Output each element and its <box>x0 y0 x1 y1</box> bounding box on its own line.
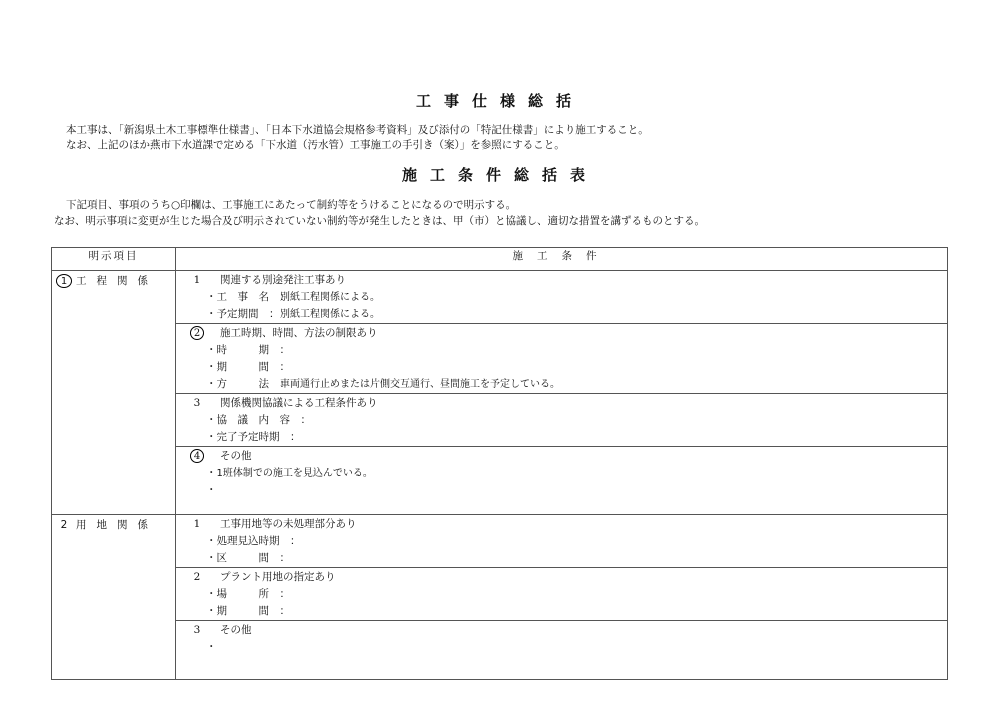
item-key: ・ <box>206 641 217 653</box>
section-row <box>52 568 948 621</box>
item-value: 1班体制での施工を見込んでいる。 <box>216 468 373 479</box>
block-heading: 関連する別途発注工事あり <box>220 274 346 286</box>
condition-block <box>176 515 948 568</box>
block-number: 1 <box>193 518 201 530</box>
block-heading: プラント用地の指定あり <box>220 571 336 583</box>
document-title: 工事仕様総括 <box>415 92 584 110</box>
item-value: 別紙工程関係による。 <box>280 292 380 303</box>
block-number: 2 <box>193 571 201 583</box>
block-heading: 工事用地等の未処理部分あり <box>220 518 357 530</box>
condition-block <box>176 621 948 680</box>
condition-block <box>176 447 948 515</box>
item-key: ・処理見込時期 ： <box>206 535 301 547</box>
section-number: 1 <box>56 274 72 288</box>
item-key: ・完了予定時期 ： <box>206 431 301 443</box>
summary-title: 施工条件総括表 <box>401 166 598 184</box>
section-number: 2 <box>60 519 68 531</box>
item-value: 車両通行止めまたは片側交互通行、昼間施工を予定している。 <box>280 379 560 390</box>
item-key: ・予定期間 ： <box>206 308 280 320</box>
condition-block <box>176 324 948 394</box>
section-row <box>52 621 948 680</box>
header-condition: 施工条件 <box>176 248 948 271</box>
section-label: 用地関係 <box>76 519 158 531</box>
block-heading: その他 <box>220 624 252 636</box>
item-key: ・ <box>206 467 217 479</box>
note-line-2: なお、明示事項に変更が生じた場合及び明示されていない制約等が発生したときは、甲（市）と協議し、適切な措置を講ずるものとする。 <box>54 215 705 227</box>
condition-block <box>176 271 948 324</box>
section-row <box>52 271 948 324</box>
conditions-table <box>51 247 948 680</box>
item-key: ・協 議 内 容 ： <box>206 414 311 426</box>
header-item: 明示項目 <box>52 248 176 271</box>
table-header-row <box>52 248 948 271</box>
condition-block <box>176 568 948 621</box>
item-key: ・方 法 ： <box>206 378 290 390</box>
section-label-cell <box>52 515 176 680</box>
item-key: ・期 間 ： <box>206 361 290 373</box>
intro-line-2: なお、上記のほか燕市下水道課で定める「下水道（汚水管）工事施工の手引き（案）」を参照にすること。 <box>66 139 565 151</box>
intro-line-1: 本工事は、「新潟県土木工事標準仕様書」、「日本下水道協会規格参考資料」及び添付の「特記仕様書」により施工すること。 <box>66 124 649 136</box>
block-number: 3 <box>193 624 201 636</box>
item-key: ・時 期 ： <box>206 344 290 356</box>
item-key: ・工 事 名 ： <box>206 291 290 303</box>
block-number: 1 <box>193 274 201 286</box>
section-row <box>52 447 948 515</box>
item-key: ・区 間 ： <box>206 552 290 564</box>
block-heading: 関係機関協議による工程条件あり <box>220 397 378 409</box>
section-row <box>52 515 948 568</box>
block-heading: その他 <box>220 450 252 462</box>
item-key: ・ <box>206 484 217 496</box>
item-key: ・場 所 ： <box>206 588 290 600</box>
note-line-1: 下記項目、事項のうち○印欄は、工事施工にあたって制約等をうけることになるので明示する。 <box>66 199 517 211</box>
block-number: 3 <box>193 397 201 409</box>
condition-block <box>176 394 948 447</box>
section-label: 工程関係 <box>76 275 158 287</box>
block-heading: 施工時期、時間、方法の制限あり <box>220 327 378 339</box>
block-number: 4 <box>190 449 204 463</box>
section-row <box>52 324 948 394</box>
item-value: 別紙工程関係による。 <box>280 309 380 320</box>
block-number: 2 <box>190 326 204 340</box>
section-label-cell <box>52 271 176 515</box>
section-row <box>52 394 948 447</box>
item-key: ・期 間 ： <box>206 605 290 617</box>
